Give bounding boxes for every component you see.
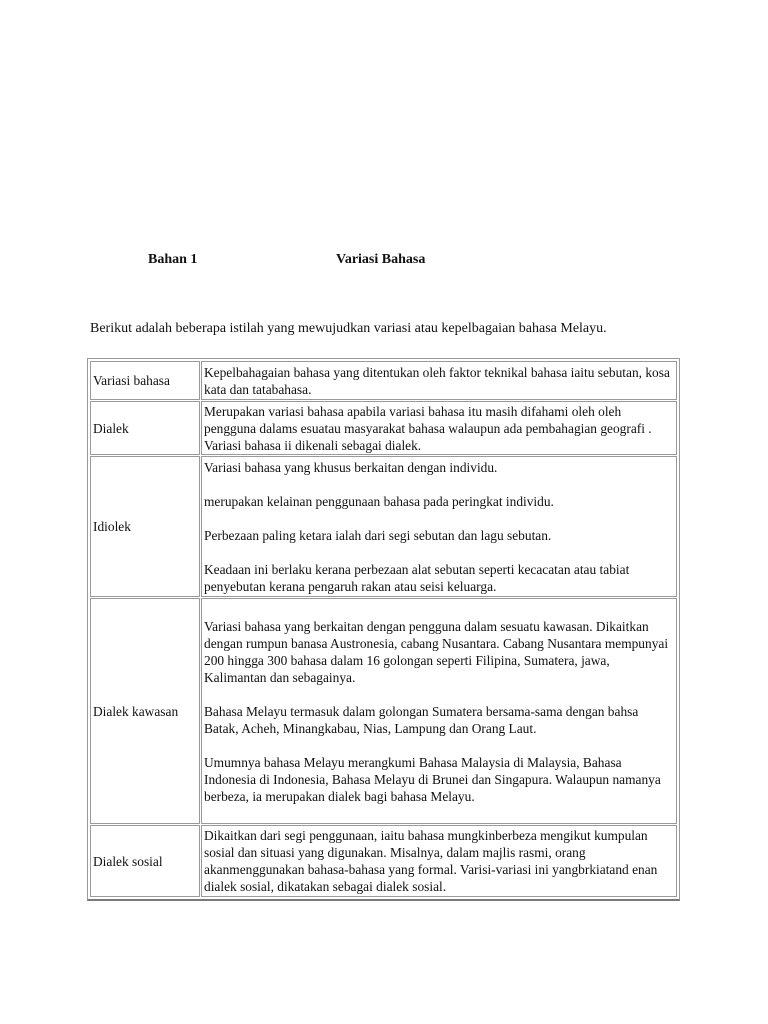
description-paragraph: Dikaitkan dari segi penggunaan, iaitu bahasa mungkinberbeza mengikut kumpulan sosial dan situasi yang digunakan. Misalnya, dalam majlis rasmi, orang akanmenggunakan bahasa-bahasa yang formal. Varisi-variasi ini yangbrkiatand enan dialek sosial, dikatakan sebagai dialek sosial. — [204, 828, 658, 894]
description-paragraph: merupakan kelainan penggunaan bahasa pada peringkat individu. — [204, 493, 554, 509]
description-cell — [201, 825, 677, 897]
description-paragraph: Merupakan variasi bahasa apabila variasi bahasa itu masih difahami oleh oleh pengguna dalams esuatau masyarakat bahasa walaupun ada pembahagian geografi . Variasi bahasa ii dikenali sebagai dialek. — [204, 403, 652, 453]
description-cell — [201, 598, 677, 824]
description-paragraph: Variasi bahasa yang khusus berkaitan dengan individu. — [204, 459, 498, 475]
description-cell — [201, 401, 677, 455]
intro-paragraph: Berikut adalah beberapa istilah yang mewujudkan variasi atau kepelbagaian bahasa Melayu. — [90, 321, 607, 336]
table-row — [90, 361, 677, 400]
table-row — [90, 456, 677, 597]
description-paragraph: Perbezaan paling ketara ialah dari segi sebutan dan lagu sebutan. — [204, 527, 552, 543]
term-cell: Dialek — [90, 401, 200, 455]
table-row — [90, 825, 677, 897]
description-paragraph: Variasi bahasa yang berkaitan dengan pengguna dalam sesuatu kawasan. Dikaitkan dengan rumpun banasa Austronesia, cabang Nusantara. Cabang Nusantara mempunyai 200 hingga 300 bahasa dalam 16 golongan seperti Filipina, Sumatera, jawa, Kalimantan dan sebagainya. — [204, 618, 669, 685]
term-cell: Dialek kawasan — [90, 598, 200, 824]
table-row — [90, 598, 677, 824]
description-paragraph: Umumnya bahasa Melayu merangkumi Bahasa Malaysia di Malaysia, Bahasa Indonesia di Indonesia, Bahasa Melayu di Brunei dan Singapura. Walaupun namanya berbeza, ia merupakan dialek bagi bahasa Melayu. — [204, 754, 661, 804]
term-cell: Idiolek — [90, 456, 200, 597]
term-cell: Variasi bahasa — [90, 361, 200, 400]
document-title: Variasi Bahasa — [336, 252, 426, 267]
description-paragraph: Keadaan ini berlaku kerana perbezaan alat sebutan seperti kecacatan atau tabiat penyebutan kerana pengaruh rakan atau seisi keluarga. — [204, 561, 630, 594]
description-cell — [201, 456, 677, 597]
term-cell: Dialek sosial — [90, 825, 200, 897]
description-paragraph: Kepelbahagaian bahasa yang ditentukan oleh faktor teknikal bahasa iaitu sebutan, kosa kata dan tatabahasa. — [204, 364, 670, 397]
description-paragraph: Bahasa Melayu termasuk dalam golongan Sumatera bersama-sama dengan bahsa Batak, Acheh, Minangkabau, Nias, Lampung dan Orang Laut. — [204, 703, 639, 736]
document-heading-label: Bahan 1 — [148, 252, 198, 267]
description-cell — [201, 361, 677, 400]
table-row — [90, 401, 677, 455]
terms-table — [87, 358, 680, 901]
